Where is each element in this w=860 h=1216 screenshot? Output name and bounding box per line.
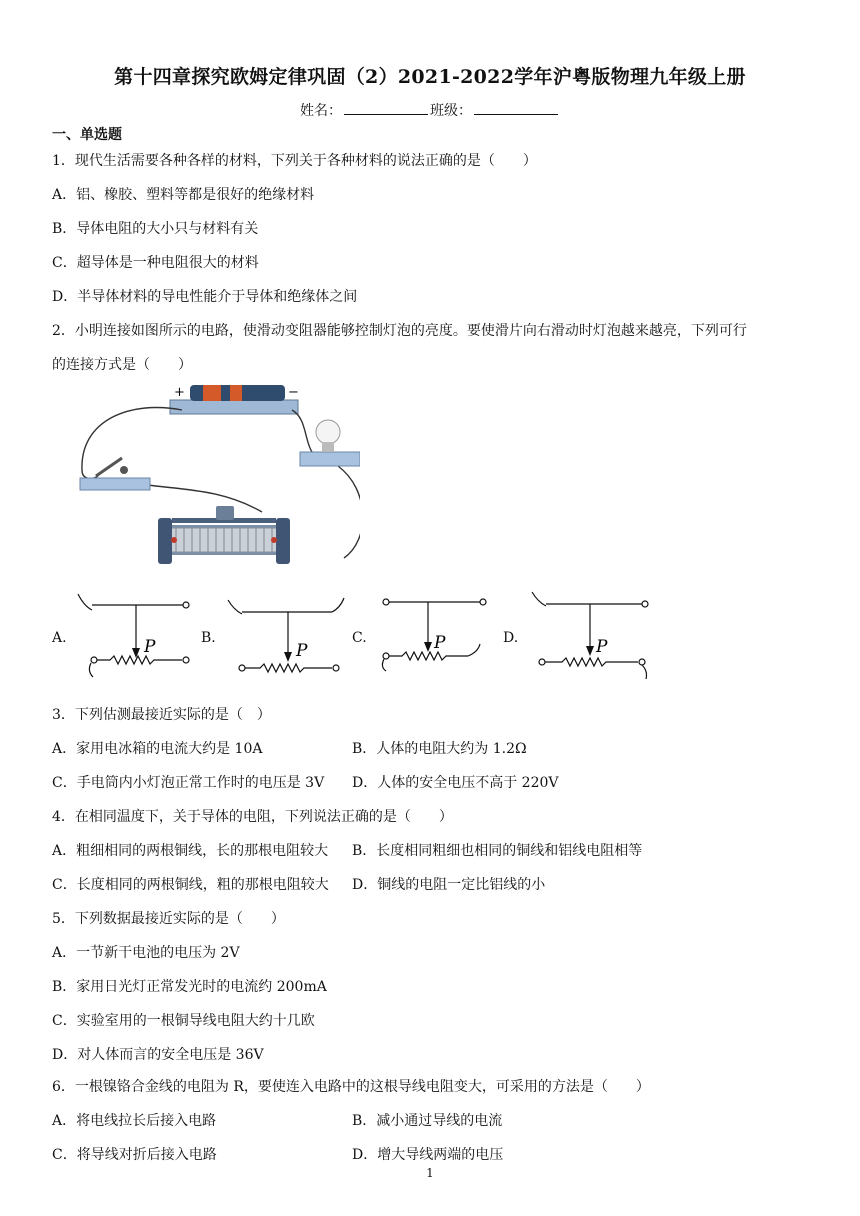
slider-p-label: P — [296, 641, 308, 661]
option-b-diagram — [224, 596, 348, 684]
question-2-option-d-label: D. — [503, 630, 519, 646]
slider-p-label: P — [434, 633, 446, 653]
circuit-apparatus-figure — [70, 380, 360, 570]
class-label: 班级： — [430, 103, 472, 119]
rheostat-terminal-right — [271, 537, 277, 543]
section-heading: 一、单选题 — [52, 127, 122, 143]
question-5-option-c: C．实验室用的一根铜导线电阻大约十几欧 — [52, 1013, 315, 1029]
lamp-base — [300, 452, 360, 466]
question-3-option-d: D．人体的安全电压不高于 220V — [352, 775, 559, 791]
question-2-option-a-label: A. — [52, 630, 67, 646]
question-5-option-b: B．家用日光灯正常发光时的电流约 200mA — [52, 979, 327, 995]
student-info-line — [0, 100, 860, 120]
battery-cell-2 — [230, 385, 242, 401]
switch-base — [80, 478, 150, 490]
lamp-bulb — [316, 420, 340, 444]
lamp-socket — [322, 442, 334, 452]
question-4-option-d: D．铜线的电阻一定比铝线的小 — [352, 877, 546, 893]
document-title: 第十四章探究欧姆定律巩固（2）2021-2022学年沪粤版物理九年级上册 — [114, 66, 746, 88]
question-3-stem: 3．下列估测最接近实际的是（ ） — [52, 707, 271, 723]
question-2-option-c-label: C. — [352, 630, 367, 646]
question-5-stem: 5．下列数据最接近实际的是（ ） — [52, 911, 285, 927]
question-3-option-b: B．人体的电阻大约为 1.2Ω — [352, 741, 527, 757]
question-1-option-a: A．铝、橡胶、塑料等都是很好的绝缘材料 — [52, 187, 315, 203]
question-6-stem: 6．一根镍铬合金线的电阻为 R，要使连入电路中的这根导线电阻变大，可采用的方法是（ ） — [52, 1079, 650, 1095]
question-3-option-c: C．手电筒内小灯泡正常工作时的电压是 3V — [52, 775, 325, 791]
wire-switch-to-rheostat — [140, 484, 262, 512]
wire-battery-to-switch — [82, 408, 182, 479]
option-a-diagram — [74, 588, 194, 684]
switch-terminal — [120, 466, 128, 474]
option-c-diagram — [372, 588, 492, 684]
question-1-stem: 1．现代生活需要各种各样的材料，下列关于各种材料的说法正确的是（ ） — [52, 153, 537, 169]
name-blank — [344, 101, 428, 115]
question-1-option-d: D．半导体材料的导电性能介于导体和绝缘体之间 — [52, 289, 358, 305]
battery-plus-sign: + — [174, 385, 185, 400]
question-6-option-c: C．将导线对折后接入电路 — [52, 1147, 217, 1163]
question-2-stem-line-1: 2．小明连接如图所示的电路，使滑动变阻器能够控制灯泡的亮度。要使滑片向右滑动时灯泡越来越亮，下列可行 — [52, 323, 747, 339]
rheostat-right-end — [276, 518, 290, 564]
wire-lamp-down — [338, 466, 360, 558]
question-6-option-a: A．将电线拉长后接入电路 — [52, 1113, 217, 1129]
slider-p-label: P — [144, 637, 156, 657]
option-d-diagram — [528, 588, 656, 684]
page-number: 1 — [426, 1166, 434, 1180]
question-1-option-c: C．超导体是一种电阻很大的材料 — [52, 255, 259, 271]
name-label: 姓名： — [300, 103, 342, 119]
question-5-option-a: A．一节新干电池的电压为 2V — [52, 945, 240, 961]
battery-base — [170, 400, 298, 414]
rheostat-left-end — [158, 518, 172, 564]
question-1-option-b: B．导体电阻的大小只与材料有关 — [52, 221, 259, 237]
question-4-option-c: C．长度相同的两根铜线，粗的那根电阻较大 — [52, 877, 329, 893]
question-6-option-b: B．减小通过导线的电流 — [352, 1113, 503, 1129]
question-4-option-a: A．粗细相同的两根铜线，长的那根电阻较大 — [52, 843, 329, 859]
question-4-option-b: B．长度相同粗细也相同的铜线和铝线电阻相等 — [352, 843, 643, 859]
battery-minus-sign: − — [288, 385, 299, 400]
question-5-option-d: D．对人体而言的安全电压是 36V — [52, 1047, 264, 1063]
battery-cell-1 — [203, 385, 221, 401]
question-4-stem: 4．在相同温度下，关于导体的电阻，下列说法正确的是（ ） — [52, 809, 453, 825]
switch-lever — [96, 458, 122, 476]
question-6-option-d: D．增大导线两端的电压 — [352, 1147, 504, 1163]
question-2-option-b-label: B. — [201, 630, 216, 646]
question-2-stem-line-2: 的连接方式是（ ） — [52, 357, 192, 373]
rheostat-slider — [216, 506, 234, 520]
class-blank — [474, 101, 558, 115]
rheostat-terminal-left — [171, 537, 177, 543]
slider-p-label: P — [596, 637, 608, 657]
question-3-option-a: A．家用电冰箱的电流大约是 10A — [52, 741, 263, 757]
